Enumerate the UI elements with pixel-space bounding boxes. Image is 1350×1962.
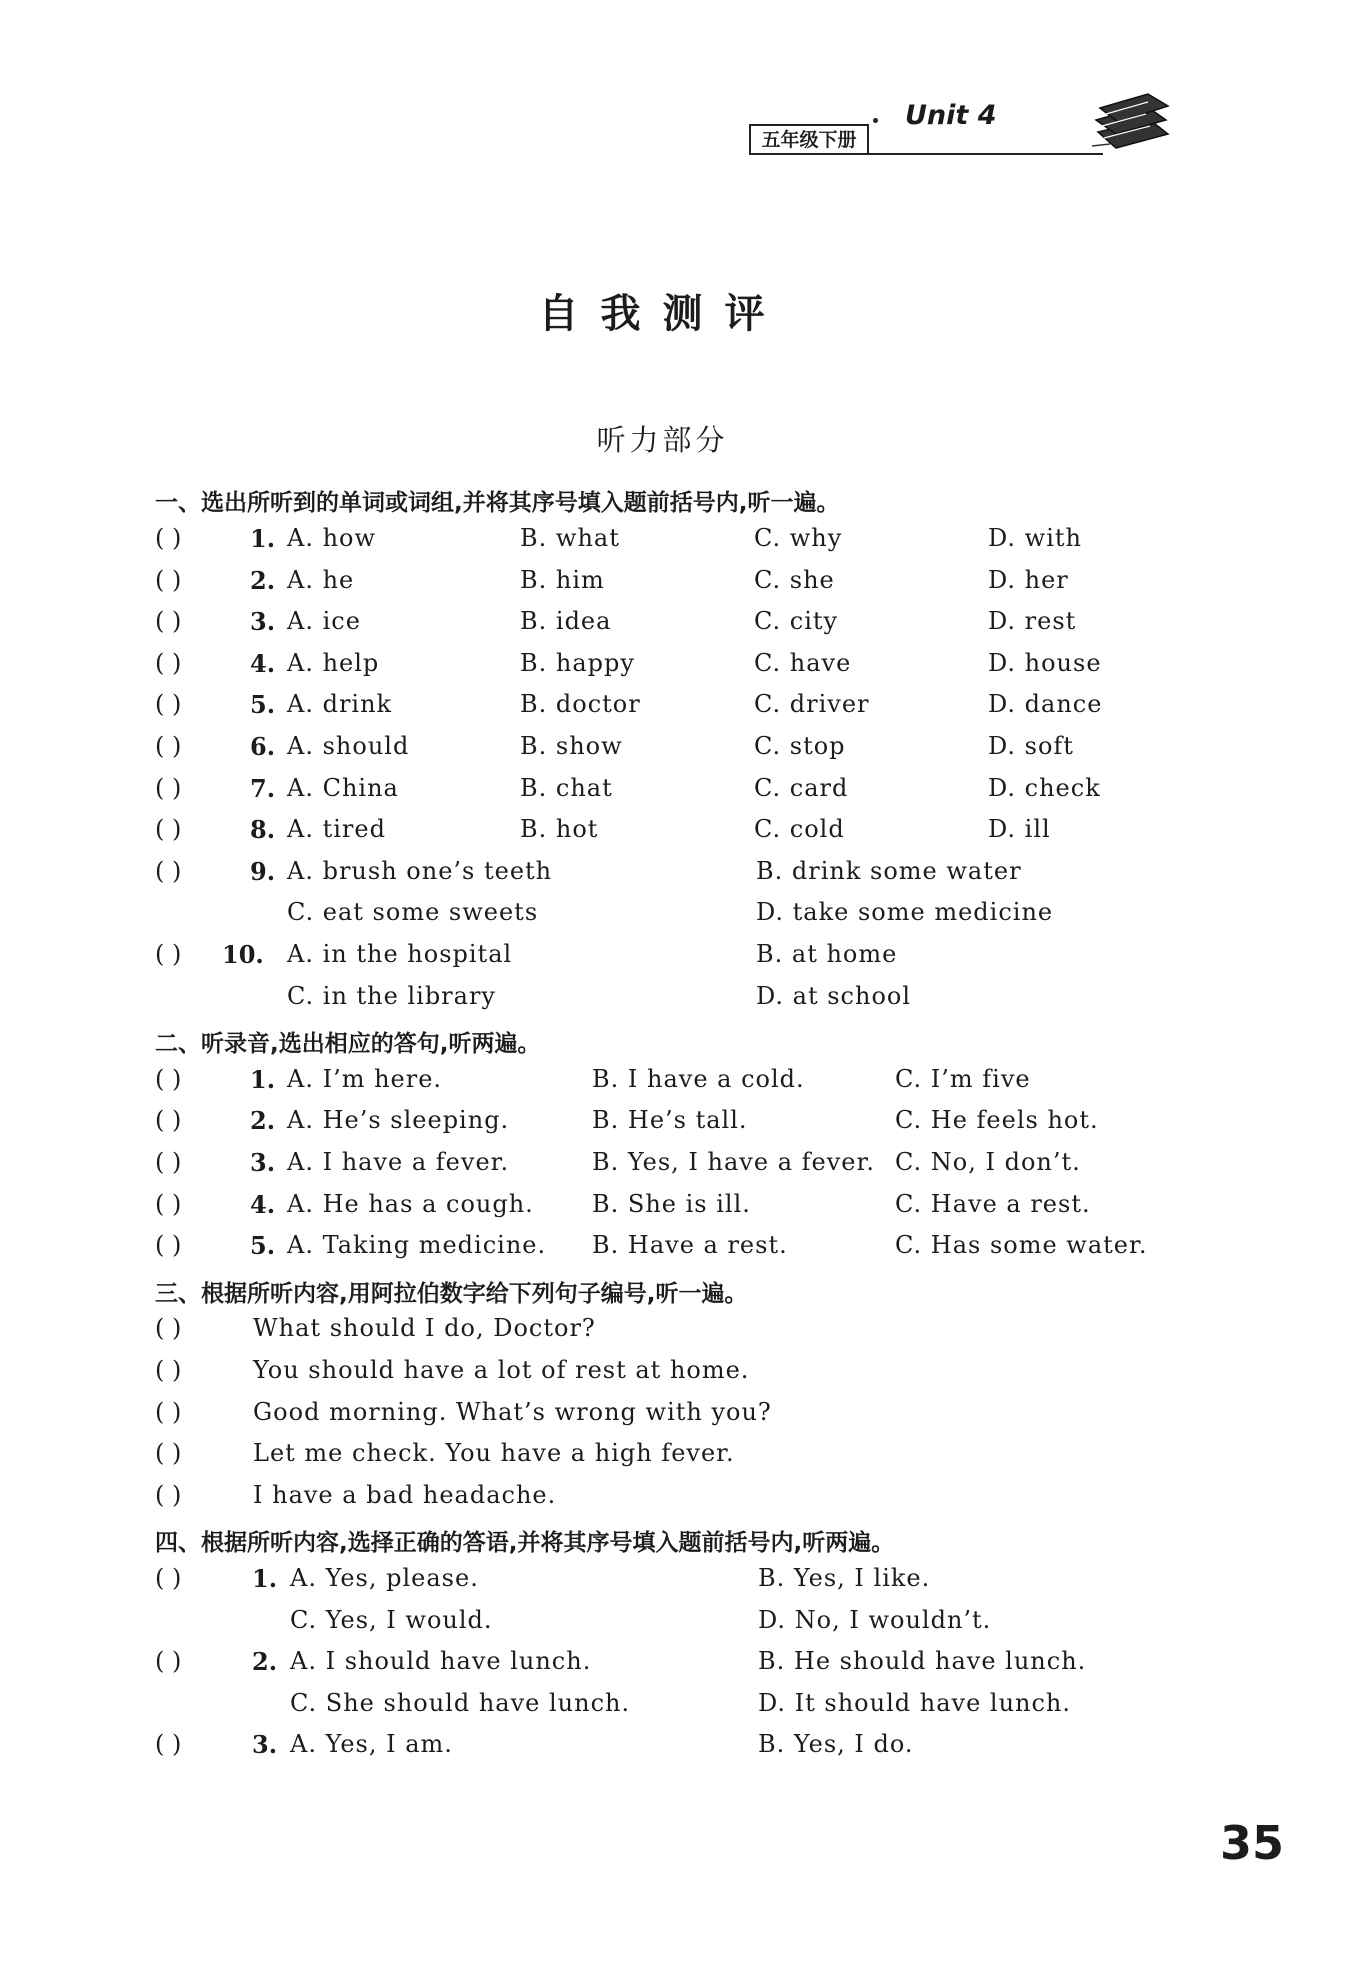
option-text: A. I have a fever. (287, 1148, 510, 1176)
option-text: C. She should have lunch. (290, 1688, 631, 1717)
question-number: 2. (252, 1647, 278, 1677)
question-number: 1. (250, 524, 276, 553)
option-text: B. Yes, I like. (758, 1564, 931, 1592)
option-text: D. check (988, 773, 1101, 802)
answer-blank[interactable]: ( ) (155, 1564, 182, 1592)
section-heading: 二、听录音,选出相应的答句,听两遍。 (155, 1031, 541, 1058)
question-number: 9. (250, 856, 276, 886)
sentence-text: Good morning. What’s wrong with you? (253, 1397, 772, 1426)
section-heading: 四、根据所听内容,选择正确的答语,并将其序号填入题前括号内,听两遍。 (155, 1530, 895, 1557)
option-text: C. No, I don’t. (895, 1148, 1081, 1176)
answer-blank[interactable]: ( ) (155, 1730, 182, 1759)
answer-blank[interactable]: ( ) (155, 815, 182, 844)
option-text: C. card (754, 773, 849, 802)
option-text: A. I’m here. (287, 1064, 443, 1093)
question-number: 4. (250, 648, 276, 678)
option-text: B. She is ill. (592, 1189, 751, 1218)
option-text: B. chat (520, 773, 613, 802)
answer-blank[interactable]: ( ) (155, 648, 182, 677)
question-number: 5. (250, 690, 276, 720)
answer-blank[interactable]: ( ) (155, 1189, 182, 1218)
answer-blank[interactable]: ( ) (155, 1356, 182, 1384)
option-text: A. help (287, 648, 380, 677)
question-number: 3. (252, 1730, 278, 1760)
option-text: C. in the library (287, 981, 496, 1010)
option-text: C. she (754, 565, 835, 594)
question-number: 2. (250, 1106, 276, 1136)
sentence-text: You should have a lot of rest at home. (253, 1356, 750, 1384)
grade-label: 五年级下册 (749, 124, 869, 154)
option-text: A. Taking medicine. (287, 1231, 547, 1260)
question-number: 5. (250, 1231, 276, 1261)
option-text: A. Yes, I am. (290, 1730, 453, 1759)
option-text: D. ill (988, 815, 1051, 844)
sentence-text: I have a bad headache. (253, 1480, 557, 1509)
header-dot (873, 118, 878, 123)
answer-blank[interactable]: ( ) (155, 773, 182, 802)
answer-blank[interactable]: ( ) (155, 1397, 182, 1426)
option-text: A. drink (287, 690, 393, 719)
answer-blank[interactable]: ( ) (155, 1439, 182, 1468)
question-number: 3. (250, 1148, 276, 1177)
option-text: A. ice (287, 607, 361, 636)
section-heading: 一、选出所听到的单词或词组,并将其序号填入题前括号内,听一遍。 (155, 490, 840, 516)
answer-blank[interactable]: ( ) (155, 524, 182, 552)
question-number: 6. (250, 732, 276, 761)
answer-blank[interactable]: ( ) (155, 565, 182, 594)
option-text: B. He’s tall. (592, 1106, 748, 1135)
option-text: D. with (988, 524, 1082, 552)
option-text: B. idea (520, 607, 612, 636)
option-text: C. Have a rest. (895, 1189, 1091, 1218)
option-text: C. He feels hot. (895, 1106, 1099, 1135)
option-text: C. eat some sweets (287, 898, 539, 927)
question-number: 10. (222, 940, 264, 969)
option-text: D. soft (988, 732, 1074, 760)
answer-blank[interactable]: ( ) (155, 1106, 182, 1135)
answer-blank[interactable]: ( ) (155, 1314, 182, 1343)
option-text: B. hot (520, 815, 599, 844)
option-text: A. He has a cough. (287, 1189, 534, 1218)
question-number: 3. (250, 607, 276, 637)
page-number: 35 (1220, 1816, 1285, 1870)
option-text: B. He should have lunch. (758, 1647, 1087, 1676)
answer-blank[interactable]: ( ) (155, 732, 182, 760)
question-number: 2. (250, 565, 276, 595)
option-text: A. how (287, 524, 377, 552)
question-number: 1. (250, 1064, 276, 1094)
header-rule (749, 153, 1103, 155)
option-text: C. stop (754, 732, 846, 760)
option-text: A. Yes, please. (290, 1564, 479, 1592)
option-text: C. I’m five (895, 1064, 1031, 1093)
option-text: A. I should have lunch. (290, 1647, 592, 1676)
option-text: D. rest (988, 607, 1077, 636)
page-title: 自我测评 (538, 291, 787, 337)
option-text: B. show (520, 732, 623, 760)
question-number: 4. (250, 1189, 276, 1219)
option-text: D. No, I wouldn’t. (758, 1605, 992, 1634)
option-text: A. He’s sleeping. (287, 1106, 510, 1135)
option-text: B. I have a cold. (592, 1064, 805, 1093)
option-text: B. Yes, I do. (758, 1730, 914, 1759)
option-text: B. Yes, I have a fever. (592, 1148, 875, 1176)
option-text: C. have (754, 648, 852, 677)
option-text: B. happy (520, 648, 635, 677)
option-text: A. brush one’s teeth (287, 856, 553, 885)
option-text: A. tired (287, 815, 386, 844)
option-text: B. doctor (520, 690, 641, 719)
option-text: D. at school (756, 981, 912, 1010)
option-text: A. China (287, 773, 399, 802)
option-text: D. her (988, 565, 1069, 594)
option-text: D. house (988, 648, 1102, 677)
answer-blank[interactable]: ( ) (155, 856, 182, 885)
option-text: A. should (287, 732, 410, 760)
section-heading: 三、根据所听内容,用阿拉伯数字给下列句子编号,听一遍。 (155, 1280, 748, 1307)
option-text: A. he (287, 565, 355, 594)
books-icon (1088, 86, 1174, 156)
section-group-title: 听力部分 (596, 423, 729, 457)
answer-blank[interactable]: ( ) (155, 1647, 182, 1676)
option-text: C. city (754, 607, 839, 636)
answer-blank[interactable]: ( ) (155, 690, 182, 719)
answer-blank[interactable]: ( ) (155, 940, 182, 968)
question-number: 1. (252, 1564, 278, 1593)
option-text: B. him (520, 565, 605, 594)
answer-blank[interactable]: ( ) (155, 1148, 182, 1176)
answer-blank[interactable]: ( ) (155, 1231, 182, 1260)
option-text: C. Yes, I would. (290, 1605, 493, 1634)
answer-blank[interactable]: ( ) (155, 607, 182, 636)
option-text: A. in the hospital (287, 940, 513, 968)
option-text: B. what (520, 524, 620, 552)
option-text: C. driver (754, 690, 870, 719)
answer-blank[interactable]: ( ) (155, 1480, 182, 1509)
option-text: D. dance (988, 690, 1103, 719)
option-text: B. drink some water (756, 856, 1022, 885)
option-text: D. take some medicine (756, 898, 1054, 927)
option-text: D. It should have lunch. (758, 1688, 1072, 1717)
unit-label: Unit 4 (905, 100, 997, 131)
sentence-text: What should I do, Doctor? (253, 1314, 596, 1343)
option-text: C. Has some water. (895, 1231, 1148, 1260)
option-text: B. at home (756, 940, 898, 968)
option-text: C. why (754, 524, 843, 552)
answer-blank[interactable]: ( ) (155, 1064, 182, 1093)
sentence-text: Let me check. You have a high fever. (253, 1439, 735, 1468)
option-text: B. Have a rest. (592, 1231, 788, 1260)
question-number: 8. (250, 815, 276, 845)
option-text: C. cold (754, 815, 845, 844)
question-number: 7. (250, 773, 276, 803)
